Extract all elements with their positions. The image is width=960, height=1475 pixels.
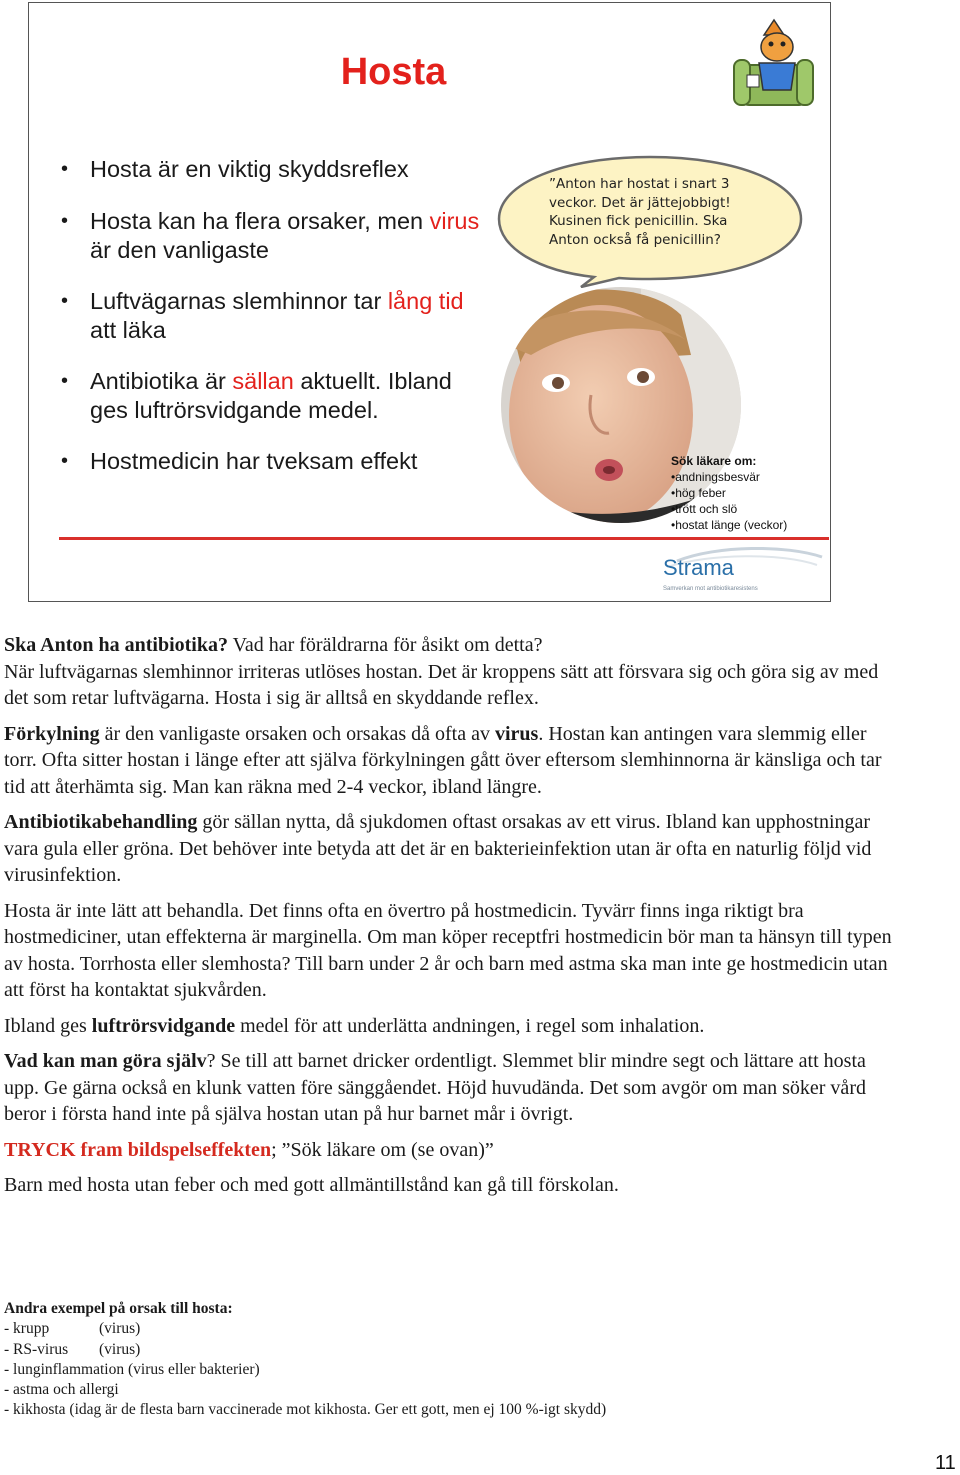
notes-text: Hosta är inte lätt att behandla. Det finns ofta en övertro på hostmedicin. Tyvärr finns inga riktigt bra hostmediciner, utan effekterna är marginella. Om man köper receptfri hostmedicin bör man ta hänsyn till typen av hosta. Torrhosta eller slemhosta? Till barn under 2 år och barn med astma ska man inte ge hostmedicin utan att först ha kontaktat sjukvården. <box>4 899 892 1001</box>
slide-divider <box>59 537 829 540</box>
other-causes-item <box>4 1319 904 1339</box>
notes-highlight-text: TRYCK fram bildspelseffekten <box>4 1138 272 1161</box>
notes-paragraph <box>4 1048 904 1128</box>
notes-text: Barn med hosta utan feber och med gott allmäntillstånd kan gå till förskolan. <box>4 1174 619 1196</box>
notes-paragraph <box>4 632 904 712</box>
slide-bullet <box>61 207 491 265</box>
notes-text: gör sällan nytta, då sjukdomen oftast orsakas av ett virus. Ibland kan upphostningar vara gula eller gröna. Det behöver inte betyda att det är en bakterieinfektion utan är ofta en naturlig följd vid virusinfektion. <box>4 811 872 886</box>
notes-bold-text: virus <box>494 722 539 745</box>
page-number: 11 <box>935 1452 956 1474</box>
other-causes-item <box>4 1340 904 1360</box>
mascot-in-armchair-icon <box>729 15 819 115</box>
bullet-dot: • <box>61 290 69 312</box>
other-causes-item-text: - lunginflammation (virus eller bakterier) <box>4 1360 260 1378</box>
slide-bullet-text: Hosta kan ha flera orsaker, men <box>90 208 430 234</box>
notes-paragraph <box>4 1137 904 1164</box>
notes-paragraph <box>4 1172 904 1199</box>
notes-text: ? Se till att barnet dricker ordentligt. Slemmet blir mindre segt och lättare att hosta upp. Ge gärna också en klunk vatten före sänggåendet. Höjd huvudända. Det som avgör om man söker vård beror i första hand inte på själva hostan utan på hur barnet mår i övrigt. <box>4 1050 866 1125</box>
other-causes-item <box>4 1360 904 1380</box>
other-causes-item <box>4 1400 904 1420</box>
notes-text: . Hostan kan antingen vara slemmig eller torr. Ofta sitter hostan i länge efter att själva förkylningen gått över eftersom slemhinnorna är känsliga och tar tid att återhämta sig. Man kan räkna med 2-4 veckor, ibland längre. <box>4 722 882 798</box>
speech-bubble-line: Anton också få penicillin? <box>549 231 721 248</box>
slide-bullet-text: aktuellt. Ibland ges luftrörsvidgande medel. <box>90 368 452 423</box>
seek-doctor-item: •andningsbesvär <box>671 470 760 484</box>
speech-bubble-text <box>549 175 799 249</box>
slide-bullet-text: Hosta är en viktig skyddsreflex <box>90 156 409 182</box>
seek-doctor-note <box>671 453 829 533</box>
notes-text: medel för att underlätta andningen, i regel som inhalation. <box>235 1014 705 1037</box>
notes-bold-text: Antibiotikabehandling <box>4 811 198 833</box>
slide-bullet-text: är den vanligaste <box>90 237 269 263</box>
other-causes-item-type: (virus) <box>99 1320 141 1338</box>
notes-bold-text: Förkylning <box>4 722 100 745</box>
notes-text: När luftvägarnas slemhinnor irriteras utlöses hostan. Det är kroppens sätt att försvara sig och göra sig av med det som retar luftvägarna. Hosta i sig är alltså en skyddande reflex. <box>4 660 879 709</box>
slide-bullet-text: Hostmedicin har tveksam effekt <box>90 448 418 474</box>
bullet-dot: • <box>61 450 69 472</box>
bullet-dot: • <box>61 370 69 392</box>
slide <box>28 2 831 602</box>
slide-bullet-highlight: virus <box>429 208 480 234</box>
notes-body <box>4 632 904 1208</box>
speech-bubble-line: ”Anton har hostat i snart 3 <box>549 176 730 192</box>
notes-bold-text: luftrörsvidgande <box>91 1014 236 1037</box>
other-causes-item-text: - astma och allergi <box>4 1381 119 1399</box>
slide-title: Hosta <box>340 51 447 93</box>
speech-bubble-line: Kusinen fick penicillin. Ska <box>549 213 728 229</box>
slide-bullet <box>61 447 491 476</box>
notes-bold-text: Ska Anton ha antibiotika? <box>4 634 228 656</box>
seek-doctor-heading: Sök läkare om: <box>671 454 757 468</box>
other-causes-item-text: - RS-virus <box>4 1340 69 1358</box>
other-causes-heading: Andra exempel på orsak till hosta: <box>4 1300 233 1317</box>
seek-doctor-item: •hög feber <box>671 486 726 500</box>
slide-bullet-list <box>61 155 491 476</box>
strama-logo-text: Strama <box>663 555 734 580</box>
slide-bullet-highlight: sällan <box>232 368 294 394</box>
other-causes-item-text: - krupp <box>4 1320 50 1338</box>
bullet-dot: • <box>61 210 69 232</box>
slide-bullet-text: Antibiotika är <box>90 368 233 394</box>
slide-bullet <box>61 367 491 425</box>
speech-bubble-line: veckor. Det är jättejobbigt! <box>549 194 731 211</box>
notes-text: ; ”Sök läkare om (se ovan)” <box>271 1138 494 1161</box>
other-causes-item-type: (virus) <box>99 1340 141 1358</box>
notes-bold-text: Vad kan man göra själv <box>4 1050 207 1072</box>
seek-doctor-item: •trött och slö <box>671 502 738 516</box>
slide-bullet-highlight: lång tid <box>387 288 464 314</box>
other-causes-item-text: - kikhosta (idag är de flesta barn vaccinerade mot kikhosta. Ger ett gott, men ej 100 %-igt skydd) <box>4 1401 607 1419</box>
notes-paragraph <box>4 809 904 889</box>
seek-doctor-item: •hostat länge (veckor) <box>671 518 788 532</box>
notes-text: Vad har föräldrarna för åsikt om detta? <box>227 634 543 656</box>
notes-paragraph <box>4 1013 904 1040</box>
slide-bullet <box>61 155 491 184</box>
seek-doctor-list <box>671 469 829 533</box>
notes-paragraph <box>4 721 904 801</box>
other-causes-list <box>4 1299 904 1421</box>
strama-logo-tagline: Samverkan mot antibiotikaresistens <box>663 586 758 592</box>
notes-text: Ibland ges <box>4 1014 92 1037</box>
notes-paragraph <box>4 898 904 1004</box>
slide-bullet <box>61 287 491 345</box>
slide-bullet-text: att läka <box>90 317 166 343</box>
notes-text: är den vanligaste orsaken och orsakas då ofta av <box>99 722 495 745</box>
slide-bullet-text: Luftvägarnas slemhinnor tar <box>90 288 388 314</box>
bullet-dot: • <box>61 158 69 180</box>
other-causes-item <box>4 1380 904 1400</box>
